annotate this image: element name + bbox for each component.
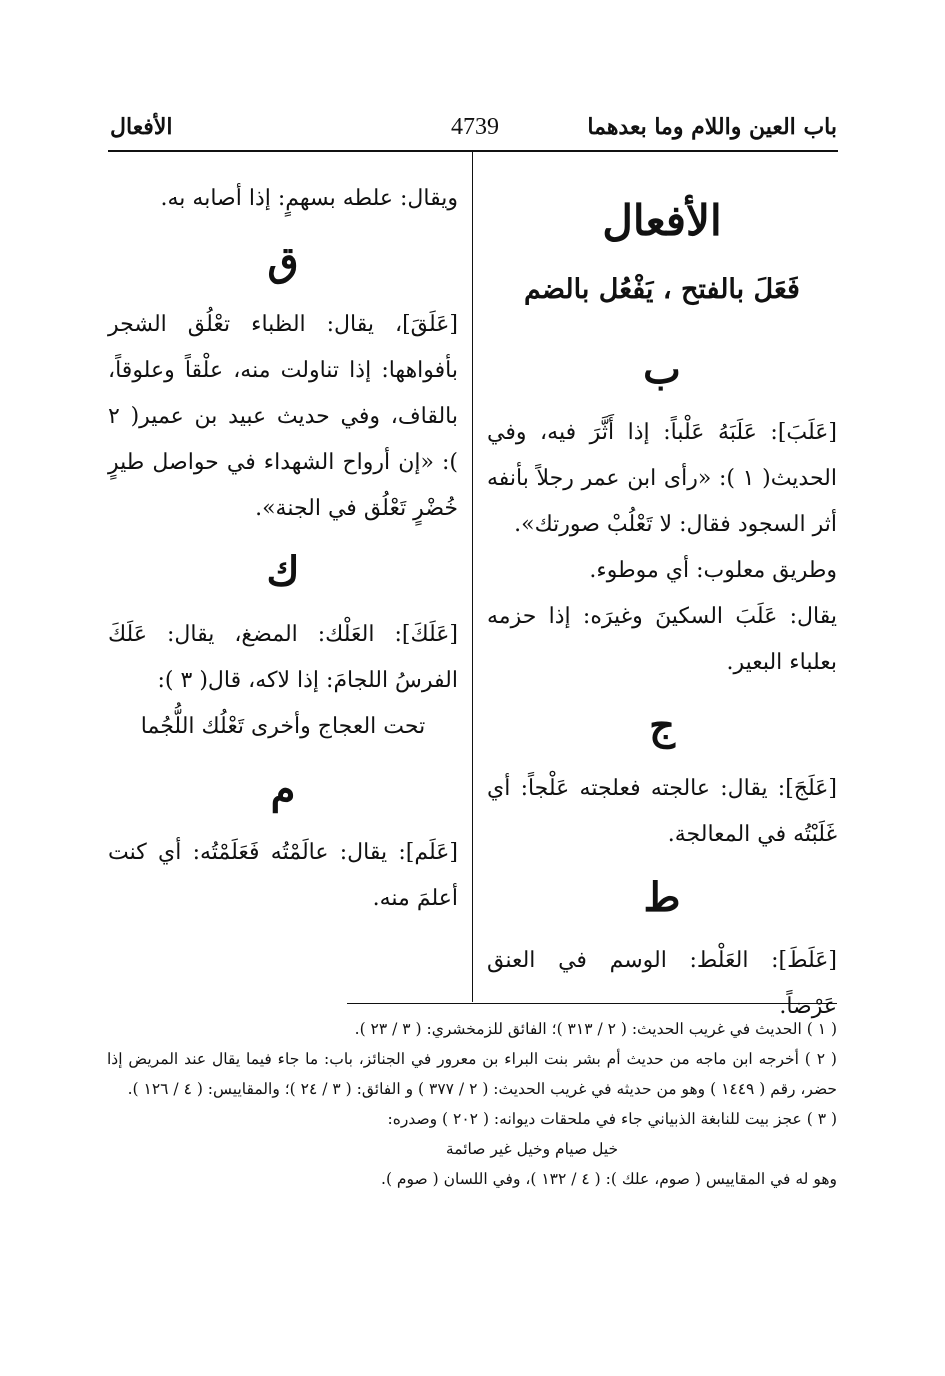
letter-heading-ta: ط	[643, 874, 681, 921]
running-header-chapter: باب العين واللام وما بعدهما	[587, 114, 837, 140]
entry-alama: [عَلَم]: يقال: عالَمْتُه فَعَلَمْتُه: أي كنت أعلمَ منه.	[108, 840, 458, 911]
footnote-3-verse: خيل صيام وخيل غير صائمة	[445, 1140, 619, 1158]
letter-heading-kaf: ك	[266, 548, 300, 595]
entry-alaqa: [عَلَقَ]، يقال: الظباء تعْلُق الشجر بأفواهها: إذا تناولت منه، علْقاً وعلوقاً، بالقاف، وفي حديث عبيد بن عمير( ٢ ): «إن أرواح الشهداء في حواصل طيرٍ خُضْرٍ تَعْلُق في الجنة».	[108, 312, 458, 521]
right-column	[487, 176, 837, 1030]
letter-heading-mim: م	[270, 766, 296, 813]
verse-quote: تحت العجاج وأخرى تَعْلُك اللُّجُما	[140, 714, 426, 739]
entry-alata: [عَلَطَ]: العَلْط: الوسم في العنق عَرْضاً.	[487, 948, 837, 1019]
left-column	[108, 176, 458, 922]
section-title: الأفعال	[602, 196, 722, 245]
footnote-rule	[347, 1003, 837, 1004]
entry-alaka: [عَلَكَ]: العَلْك: المضغ، يقال: عَلَكَ الفرسُ اللجامَ: إذا لاكه، قال( ٣ ):	[108, 622, 458, 693]
letter-heading-qaf: ق	[267, 238, 299, 285]
entry-alaba: [عَلَبَ]: عَلَبَهُ عَلْباً: إذا أَثَّرَ فيه، وفي الحديث( ١ ): «رأى ابن عمر رجلاً بأنفه أثر السجود فقال: لا تَعْلُبْ صورتك».	[487, 420, 837, 537]
footnote-2: ( ٢ ) أخرجه ابن ماجه من حديث أم بشر بنت البراء بن معرور في الجنائز، باب: ما جاء فيما يقال عند المريض إذا حضر، رقم ( ١٤٤٩ ) وهو من حديثه في غريب الحديث: ( ٢ / ٣٧٧ ) و الفائق: ( ٣ / ٢٤ )؛ والمقاييس: ( ٤ / ١٢٦ ).	[107, 1050, 837, 1098]
letter-heading-jim: ج	[649, 702, 675, 749]
column-divider	[472, 150, 473, 1002]
entry-maloub: وطريق معلوب: أي موطوء.	[589, 558, 837, 583]
header-rule	[108, 150, 838, 152]
footnote-3: ( ٣ ) عجز بيت للنابغة الذبياني جاء في ملحقات ديوانه: ( ٢٠٢ ) وصدره:	[387, 1110, 837, 1128]
footnotes	[107, 1014, 837, 1194]
entry-alaja: [عَلَجَ]: يقال: عالجته فعلجته عَلْجاً: أي غَلَبْتُه في المعالجة.	[487, 776, 837, 847]
letter-heading-ba: ب	[643, 346, 681, 393]
entry-alaba-sikkin: يقال: عَلَبَ السكينَ وغيرَه: إذا حزمه بعلباء البعير.	[487, 604, 837, 675]
section-subtitle: فَعَلَ بالفتح ، يَفْعُل بالضم	[524, 274, 800, 305]
running-header-section: الأفعال	[110, 114, 173, 140]
entry-alatahu-bisahm: ويقال: علطه بسهمٍ: إذا أصابه به.	[160, 186, 458, 211]
footnote-3-source: وهو له في المقاييس ( صوم، علك ): ( ٤ / ١٣٢ )، وفي اللسان ( صوم ).	[381, 1170, 837, 1188]
page-number: 4739	[451, 114, 499, 140]
footnote-1: ( ١ ) الحديث في غريب الحديث: ( ٢ / ٣١٣ )؛ الفائق للزمخشري: ( ٣ / ٢٣ ).	[354, 1020, 837, 1038]
